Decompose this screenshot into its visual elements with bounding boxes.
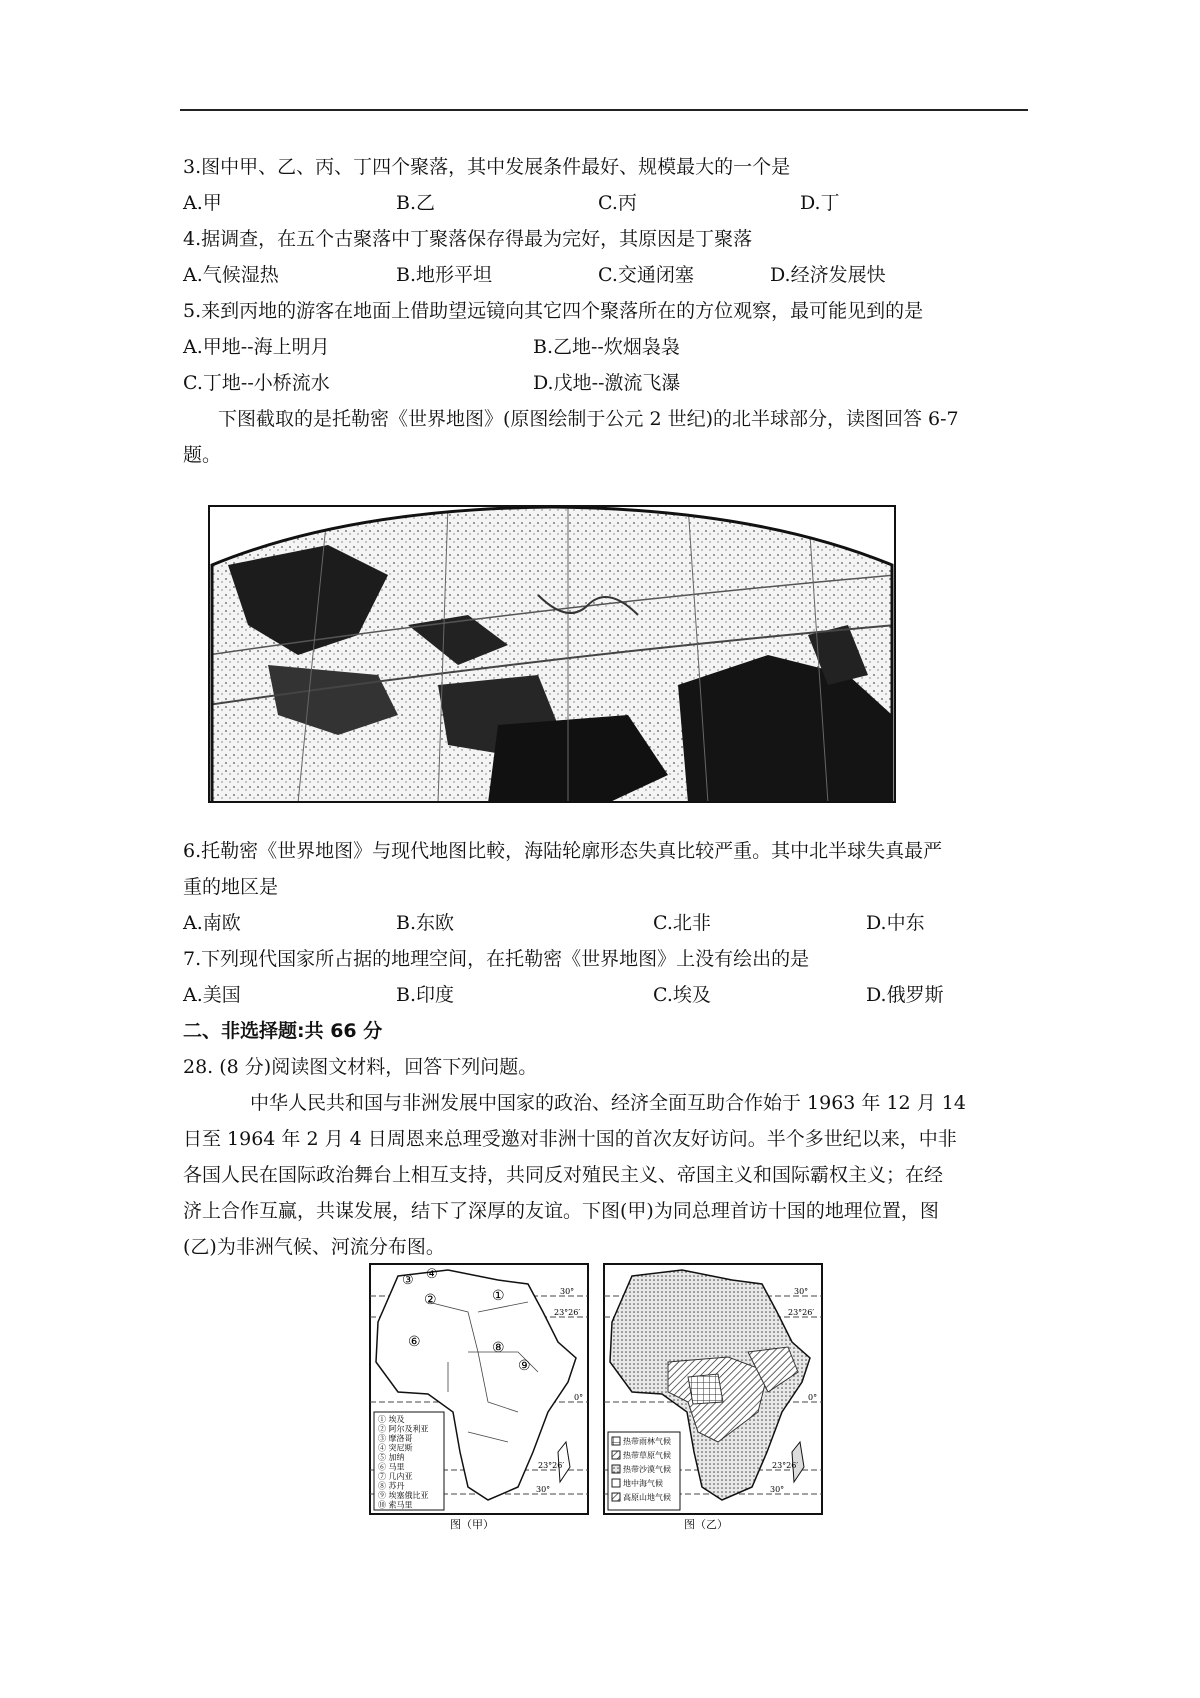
q6-stem-line1: 6.托勒密《世界地图》与现代地图比較，海陆轮廓形态失真比较严重。其中北半球失真最严 [183, 840, 943, 862]
q5-stem: 5.来到丙地的游客在地面上借助望远镜向其它四个聚落所在的方位观察，最可能见到的是 [183, 300, 924, 322]
yi-lat-30s: 30° [770, 1485, 785, 1494]
figure-yi [604, 1264, 822, 1530]
jia-lat-30n: 30° [560, 1287, 575, 1296]
q4-stem: 4.据调查，在五个古聚落中丁聚落保存得最为完好，其原因是丁聚落 [183, 228, 753, 250]
intro-6-7-line2: 题。 [183, 444, 222, 466]
jia-legend-9: ⑨ 埃塞俄比亚 [378, 1491, 429, 1500]
jia-lat-tropic-s: 23°26′ [538, 1461, 565, 1470]
q28-para-line5: (乙)为非洲气候、河流分布图。 [183, 1236, 445, 1258]
q7-stem: 7.下列现代国家所占据的地理空间，在托勒密《世界地图》上没有绘出的是 [183, 948, 810, 970]
jia-num-4: ④ [426, 1267, 438, 1282]
ptolemy-world-map-image [208, 505, 896, 803]
yi-legend-2: 热带草原气候 [623, 1451, 671, 1460]
jia-legend-5: ⑤ 加纳 [378, 1453, 405, 1462]
q6-option-b: B.东欧 [396, 912, 455, 934]
q7-option-d: D.俄罗斯 [866, 984, 944, 1006]
yi-legend-swatch-highland [612, 1493, 620, 1501]
yi-lat-30n: 30° [794, 1287, 809, 1296]
jia-lat-tropic-n: 23°26′ [554, 1308, 581, 1317]
q28-para-line4: 济上合作互赢，共谋发展，结下了深厚的友谊。下图(甲)为同总理首访十国的地理位置，图 [183, 1200, 939, 1222]
q6-stem-line2: 重的地区是 [183, 876, 279, 898]
jia-legend-1: ① 埃及 [378, 1415, 405, 1424]
q6-option-c: C.北非 [653, 912, 711, 934]
q4-option-b: B.地形平坦 [396, 264, 493, 286]
jia-caption: 图（甲） [450, 1518, 494, 1530]
jia-num-9: ⑨ [518, 1358, 531, 1374]
yi-legend-swatch-rainforest [612, 1437, 620, 1445]
jia-num-6: ⑥ [408, 1334, 421, 1350]
q5-option-d: D.戊地--激流飞瀑 [533, 372, 681, 394]
q6-option-d: D.中东 [866, 912, 925, 934]
q28-para-line2: 日至 1964 年 2 月 4 日周恩来总理受邀对非洲十国的首次友好访问。半个多世纪以来，中非 [183, 1128, 957, 1150]
q3-stem: 3.图中甲、乙、丙、丁四个聚落，其中发展条件最好、规模最大的一个是 [183, 156, 791, 178]
jia-legend-3: ③ 摩洛哥 [378, 1434, 413, 1443]
jia-legend-4: ④ 突尼斯 [378, 1443, 413, 1453]
jia-legend-7: ⑦ 几内亚 [378, 1472, 413, 1481]
jia-num-8: ⑧ [492, 1340, 505, 1356]
q3-option-c: C.丙 [598, 192, 637, 214]
q7-option-c: C.埃及 [653, 984, 711, 1006]
yi-legend-swatch-savanna [612, 1451, 620, 1459]
q3-option-b: B.乙 [396, 192, 436, 214]
yi-legend-3: 热带沙漠气候 [623, 1465, 671, 1474]
figure-jia [370, 1264, 588, 1530]
yi-lat-tropic-s: 23°26′ [772, 1461, 799, 1470]
jia-legend-10: ⑩ 索马里 [378, 1500, 413, 1510]
yi-legend-swatch-desert [612, 1465, 620, 1473]
yi-lat-tropic-n: 23°26′ [788, 1308, 815, 1317]
jia-lat-30s: 30° [536, 1485, 551, 1494]
q28-stem: 28. (8 分)阅读图文材料，回答下列问题。 [183, 1056, 538, 1078]
yi-caption: 图（乙） [684, 1518, 728, 1530]
q5-option-c: C.丁地--小桥流水 [183, 372, 330, 394]
jia-legend-6: ⑥ 马里 [378, 1462, 405, 1472]
africa-maps-figure [368, 1262, 824, 1530]
q7-option-b: B.印度 [396, 984, 455, 1006]
q4-option-a: A.气候湿热 [183, 264, 279, 286]
jia-legend-2: ② 阿尔及利亚 [378, 1424, 429, 1434]
yi-legend-swatch-mediterranean [612, 1479, 620, 1487]
q4-option-c: C.交通闭塞 [598, 264, 694, 286]
jia-legend-8: ⑧ 苏丹 [378, 1481, 405, 1491]
q28-para-line3: 各国人民在国际政治舞台上相互支持，共同反对殖民主义、帝国主义和国际霸权主义；在经 [183, 1164, 944, 1186]
jia-num-2: ② [424, 1292, 437, 1308]
q6-option-a: A.南欧 [183, 912, 241, 934]
q4-option-d: D.经济发展快 [770, 264, 886, 286]
yi-lat-equator: 0° [808, 1393, 818, 1402]
header-rule [180, 109, 1028, 111]
jia-num-1: ① [492, 1288, 505, 1304]
yi-legend-4: 地中海气候 [623, 1479, 663, 1488]
q3-option-a: A.甲 [183, 192, 222, 214]
q5-option-a: A.甲地--海上明月 [183, 336, 330, 358]
intro-6-7-line1: 下图截取的是托勒密《世界地图》(原图绘制于公元 2 世纪)的北半球部分，读图回答 6-7 [218, 408, 959, 430]
section-2-title: 二、非选择题:共 66 分 [183, 1020, 383, 1042]
yi-legend-1: 热带雨林气候 [623, 1437, 671, 1446]
jia-num-3: ③ [402, 1273, 414, 1288]
q3-option-d: D.丁 [800, 192, 840, 214]
q7-option-a: A.美国 [183, 984, 241, 1006]
q5-option-b: B.乙地--炊烟袅袅 [533, 336, 680, 358]
yi-legend-5: 高原山地气候 [623, 1493, 671, 1502]
q28-para-line1: 中华人民共和国与非洲发展中国家的政治、经济全面互助合作始于 1963 年 12 月 14 [250, 1092, 966, 1114]
jia-lat-equator: 0° [574, 1393, 584, 1402]
